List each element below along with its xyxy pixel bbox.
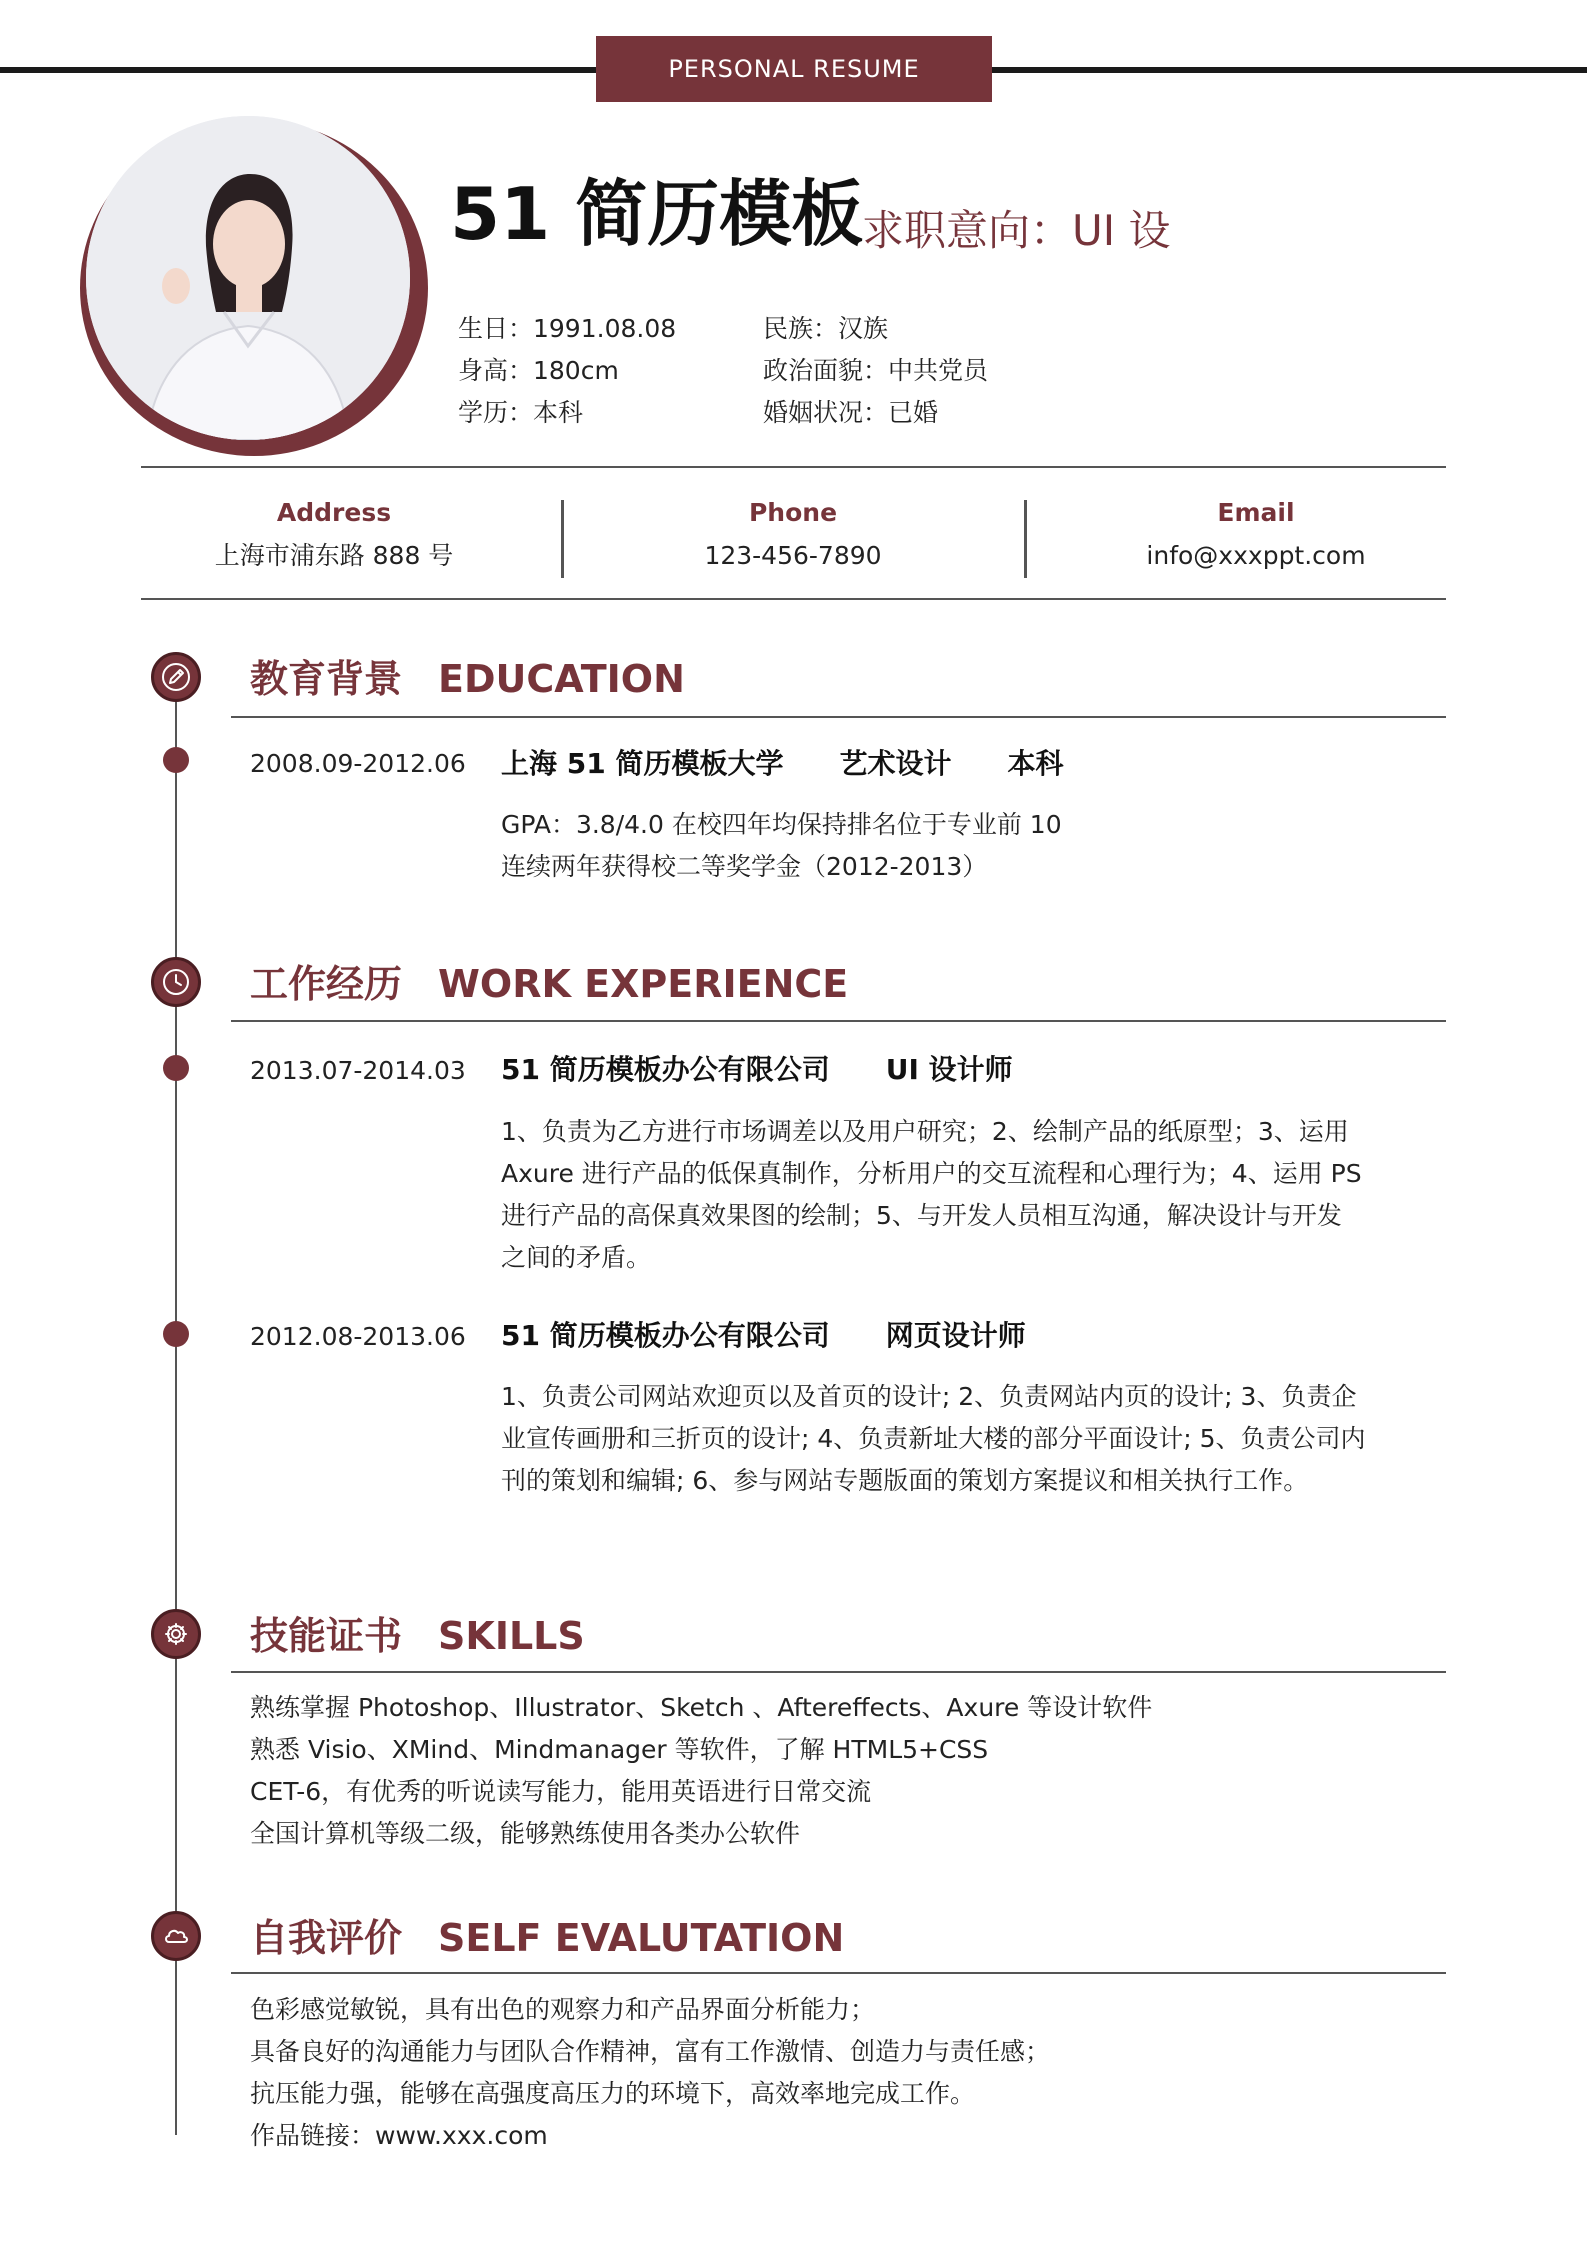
section-rule — [231, 1671, 1446, 1673]
section-rule — [231, 716, 1446, 718]
skill-line: CET-6，有优秀的听说读写能力，能用英语进行日常交流 — [250, 1777, 872, 1806]
section-rule — [231, 1972, 1446, 1974]
contact-bottom-rule — [141, 598, 1446, 600]
self-eval-line: 色彩感觉敏锐，具有出色的观察力和产品界面分析能力； — [250, 1995, 876, 2024]
section-title-cn: 自我评价 — [250, 1916, 403, 1960]
work-line: Axure 进行产品的低保真制作，分析用户的交互流程和心理行为；4、运用 PS — [501, 1159, 1362, 1188]
timeline-dot — [163, 747, 189, 773]
major: 艺术设计 — [839, 747, 952, 780]
timeline-dot — [163, 1055, 189, 1081]
work-line: 业宣传画册和三折页的设计; 4、负责新址大楼的部分平面设计; 5、负责公司内 — [501, 1424, 1366, 1453]
cloud-icon — [151, 1911, 201, 1961]
self-eval-line: 具备良好的沟通能力与团队合作精神，富有工作激情、创造力与责任感； — [250, 2037, 1051, 2066]
info-education: 学历：本科 — [458, 398, 584, 427]
section-title-cn: 技能证书 — [250, 1614, 403, 1658]
company-name: 51 简历模板办公有限公司 — [501, 1053, 830, 1086]
education-entry-head — [501, 747, 1120, 780]
skill-line: 熟悉 Visio、XMind、Mindmanager 等软件，了解 HTML5+CSS — [250, 1735, 989, 1764]
section-title-cn: 工作经历 — [250, 962, 403, 1006]
info-height: 身高：180cm — [458, 356, 619, 385]
clock-icon — [151, 957, 201, 1007]
company-name: 51 简历模板办公有限公司 — [501, 1319, 830, 1352]
contact-top-rule — [141, 466, 1446, 468]
timeline-dot — [163, 1321, 189, 1347]
contact-phone-value: 123-456-7890 — [704, 541, 882, 570]
contact-address-value: 上海市浦东路 888 号 — [214, 541, 454, 570]
self-eval-line: 抗压能力强，能够在高强度高压力的环境下，高效率地完成工作。 — [250, 2079, 976, 2108]
candidate-name: 51 简历模板 — [450, 172, 864, 256]
work-line: 1、负责公司网站欢迎页以及首页的设计; 2、负责网站内页的设计; 3、负责企 — [501, 1382, 1357, 1411]
section-title-en: WORK EXPERIENCE — [438, 962, 849, 1006]
entry-date: 2012.08-2013.06 — [250, 1322, 466, 1351]
education-line: 连续两年获得校二等奖学金（2012-2013） — [501, 852, 988, 881]
info-political-status: 政治面貌：中共党员 — [763, 356, 989, 385]
job-role: 网页设计师 — [885, 1319, 1026, 1352]
section-title-self-eval — [250, 1916, 845, 1960]
contact-divider — [561, 500, 564, 578]
school-name: 上海 51 简历模板大学 — [501, 747, 784, 780]
gear-icon — [151, 1609, 201, 1659]
work-details — [501, 1111, 1401, 1279]
section-title-en: SKILLS — [438, 1614, 585, 1658]
entry-date: 2013.07-2014.03 — [250, 1056, 466, 1085]
section-title-work — [250, 962, 849, 1006]
info-birthday: 生日：1991.08.08 — [458, 314, 677, 343]
info-marital-status: 婚姻状况：已婚 — [763, 398, 939, 427]
contact-divider — [1024, 500, 1027, 578]
skills-list — [250, 1687, 1400, 1855]
contact-phone-label: Phone — [748, 498, 838, 527]
section-title-cn: 教育背景 — [250, 657, 403, 701]
contact-email-value: info@xxxppt.com — [1146, 541, 1366, 570]
work-entry-head — [501, 1319, 1082, 1352]
contact-email-label: Email — [1217, 498, 1295, 527]
portfolio-link[interactable]: 作品链接：www.xxx.com — [250, 2121, 548, 2150]
resume-banner: PERSONAL RESUME — [596, 36, 992, 102]
work-line: 进行产品的高保真效果图的绘制；5、与开发人员相互沟通，解决设计与开发 — [501, 1201, 1342, 1230]
profile-photo — [86, 116, 410, 440]
skill-line: 熟练掌握 Photoshop、Illustrator、Sketch 、Aftereffects、Axure 等设计软件 — [250, 1693, 1153, 1722]
info-ethnicity: 民族：汉族 — [763, 314, 889, 343]
work-line: 刊的策划和编辑; 6、参与网站专题版面的策划方案提议和相关执行工作。 — [501, 1466, 1309, 1495]
education-details — [501, 804, 1401, 888]
skill-line: 全国计算机等级二级，能够熟练使用各类办公软件 — [250, 1819, 801, 1848]
avatar-placeholder-icon — [86, 116, 410, 440]
job-role: UI 设计师 — [885, 1053, 1013, 1086]
pencil-icon — [151, 652, 201, 702]
work-line: 之间的矛盾。 — [501, 1243, 652, 1272]
self-eval-list — [250, 1989, 1400, 2157]
section-title-skills — [250, 1614, 585, 1658]
section-title-education — [250, 657, 685, 701]
work-entry-head — [501, 1053, 1069, 1086]
job-intent: 求职意向：UI 设 — [862, 206, 1171, 255]
work-details — [501, 1376, 1401, 1502]
education-line: GPA：3.8/4.0 在校四年均保持排名位于专业前 10 — [501, 810, 1062, 839]
section-title-en: EDUCATION — [438, 657, 685, 701]
degree: 本科 — [1007, 747, 1064, 780]
work-line: 1、负责为乙方进行市场调差以及用户研究；2、绘制产品的纸原型；3、运用 — [501, 1117, 1349, 1146]
section-title-en: SELF EVALUTATION — [438, 1916, 845, 1960]
section-rule — [231, 1020, 1446, 1022]
contact-address-label: Address — [276, 498, 392, 527]
entry-date: 2008.09-2012.06 — [250, 749, 466, 778]
